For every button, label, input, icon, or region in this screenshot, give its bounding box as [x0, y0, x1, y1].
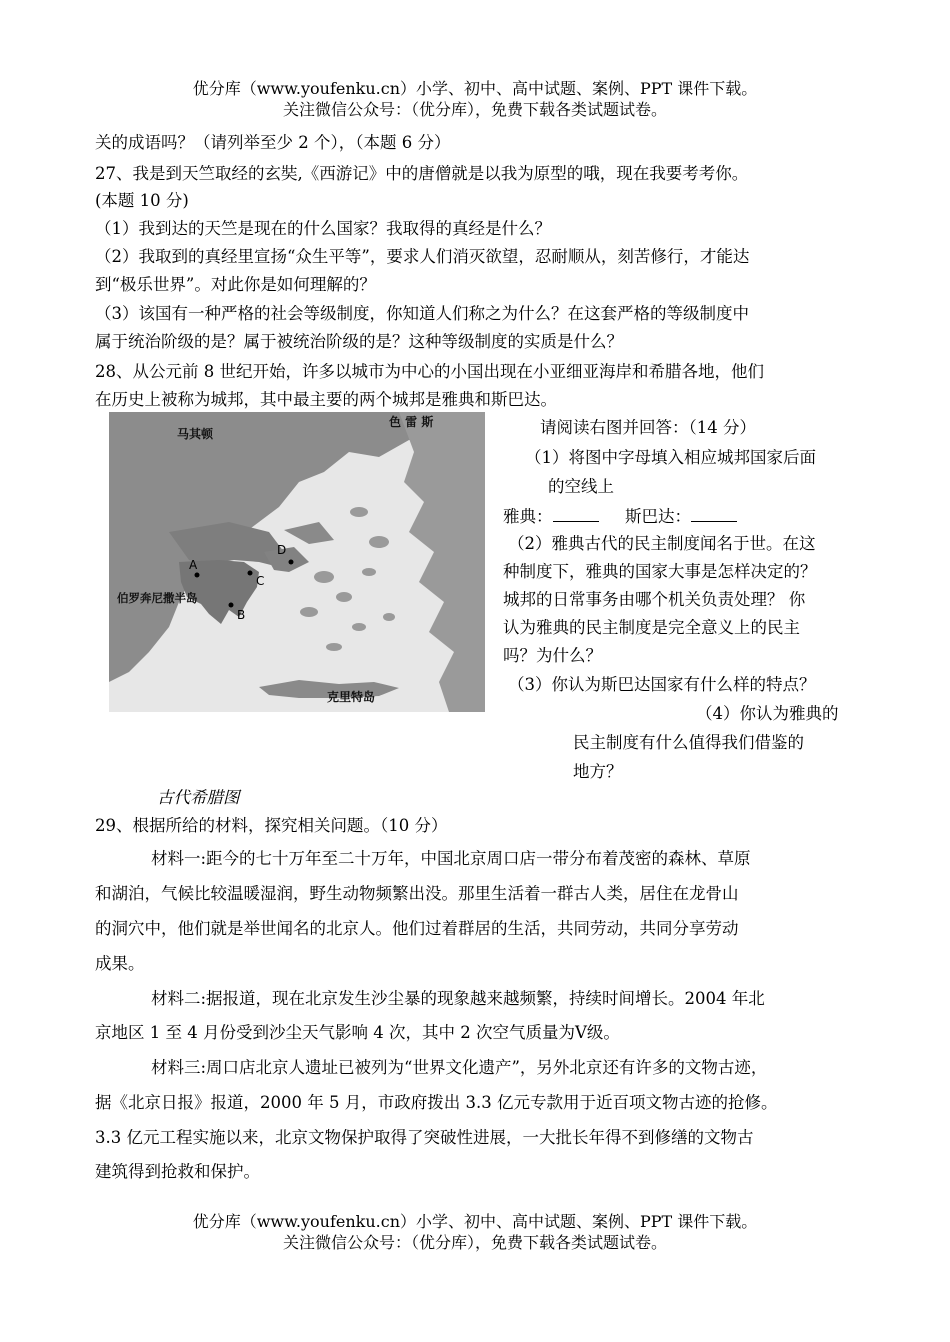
header-line-1: 优分库（www.youfenku.cn）小学、初中、高中试题、案例、PPT 课件下载。	[192, 79, 758, 98]
map-label-thrace: 色 雷 斯	[389, 415, 434, 429]
q26-tail: 关的成语吗？（请列举至少 2 个），（本题 6 分）	[95, 133, 451, 152]
q28-part-4c: 地方？	[573, 762, 623, 781]
footer-line-2: 关注微信公众号：（优分库），免费下载各类试题试卷。	[282, 1233, 667, 1252]
q28-part-2c: 城邦的日常事务由哪个机关负责处理？ 你	[503, 590, 806, 609]
q29-material-3c: 3.3 亿元工程实施以来，北京文物保护取得了突破性进展，一大批长年得不到修缮的文物古	[95, 1128, 754, 1147]
q28-part-3: （3）你认为斯巴达国家有什么样的特点？	[508, 675, 816, 694]
q28-part-4a: （4）你认为雅典的	[696, 704, 839, 723]
map-point-b	[229, 603, 234, 608]
map-letter-b: B	[237, 608, 246, 622]
q27-part-3a: （3）该国有一种严格的社会等级制度，你知道人们称之为什么？在这套严格的等级制度中	[95, 304, 749, 323]
q29-material-3b: 据《北京日报》报道，2000 年 5 月，市政府拨出 3.3 亿元专款用于近百项文物古迹的抢修。	[95, 1093, 778, 1112]
map-caption: 古代希腊图	[157, 788, 240, 807]
map-letter-c: C	[256, 574, 265, 588]
map-letter-a: A	[189, 558, 198, 572]
map-point-c	[248, 571, 253, 576]
q29-intro: 29、根据所给的材料，探究相关问题。（10 分）	[95, 816, 448, 835]
q29-material-2a: 材料二:据报道，现在北京发生沙尘暴的现象越来越频繁，持续时间增长。2004 年北	[151, 989, 765, 1008]
q28-part-2d: 认为雅典的民主制度是完全意义上的民主	[503, 618, 800, 637]
map-label-peloponnese: 伯罗奔尼撒半岛	[117, 591, 198, 605]
q29-material-3d: 建筑得到抢救和保护。	[95, 1162, 260, 1181]
q29-material-1a: 材料一:距今的七十万年至二十万年，中国北京周口店一带分布着茂密的森林、草原	[151, 849, 751, 868]
q29-material-2b: 京地区 1 至 4 月份受到沙尘天气影响 4 次，其中 2 次空气质量为Ⅴ级。	[95, 1023, 620, 1042]
sparta-label: 斯巴达：	[625, 507, 691, 526]
q28-answer-row	[503, 505, 737, 529]
q27-part-2b: 到“极乐世界”。对此你是如何理解的？	[95, 275, 376, 294]
q28-intro-2: 在历史上被称为城邦，其中最主要的两个城邦是雅典和斯巴达。	[95, 390, 557, 409]
q28-part-1b: 的空线上	[548, 477, 614, 496]
map-label-crete: 克里特岛	[327, 690, 376, 704]
athens-blank[interactable]	[553, 507, 599, 522]
q27-part-3b: 属于统治阶级的是？属于被统治阶级的是？这种等级制度的实质是什么？	[95, 332, 623, 351]
q29-material-1b: 和湖泊，气候比较温暖湿润，野生动物频繁出没。那里生活着一群古人类，居住在龙骨山	[95, 884, 739, 903]
q28-part-1a: （1）将图中字母填入相应城邦国家后面	[525, 448, 816, 467]
q29-material-3a: 材料三:周口店北京人遗址已被列为“世界文化遗产”，另外北京还有许多的文物古迹，	[151, 1058, 768, 1077]
athens-label: 雅典：	[503, 507, 553, 526]
q28-part-2a: （2）雅典古代的民主制度闻名于世。在这	[508, 534, 816, 553]
map-point-d	[289, 560, 294, 565]
header-line-2: 关注微信公众号：（优分库），免费下载各类试题试卷。	[282, 100, 667, 119]
q29-material-1c: 的洞穴中，他们就是举世闻名的北京人。他们过着群居的生活，共同劳动，共同分享劳动	[95, 919, 739, 938]
sparta-blank[interactable]	[691, 507, 737, 522]
q27-part-2a: （2）我取到的真经里宣扬“众生平等”，要求人们消灭欲望，忍耐顺从，刻苦修行，才能达	[95, 247, 750, 266]
q27-part-1: （1）我到达的天竺是现在的什么国家？我取得的真经是什么？	[95, 219, 551, 238]
ancient-greece-map	[109, 412, 485, 712]
map-letter-d: D	[277, 543, 287, 557]
q28-read-instruction: 请阅读右图并回答：（14 分）	[540, 418, 756, 437]
footer-line-1: 优分库（www.youfenku.cn）小学、初中、高中试题、案例、PPT 课件下载。	[192, 1212, 758, 1231]
q28-part-2b: 种制度下，雅典的国家大事是怎样决定的？	[503, 562, 817, 581]
map-label-macedonia: 马其顿	[177, 427, 214, 441]
map-point-a	[195, 573, 200, 578]
q29-material-1d: 成果。	[95, 954, 145, 973]
q28-intro-1: 28、从公元前 8 世纪开始，许多以城市为中心的小国出现在小亚细亚海岸和希腊各地，他们	[95, 362, 764, 381]
q27-intro-2: (本题 10 分)	[95, 191, 189, 210]
q28-part-4b: 民主制度有什么值得我们借鉴的	[573, 733, 804, 752]
q27-intro-1: 27、我是到天竺取经的玄奘,《西游记》中的唐僧就是以我为原型的哦，现在我要考考你。	[95, 164, 749, 183]
q28-part-2e: 吗？为什么？	[503, 646, 602, 665]
